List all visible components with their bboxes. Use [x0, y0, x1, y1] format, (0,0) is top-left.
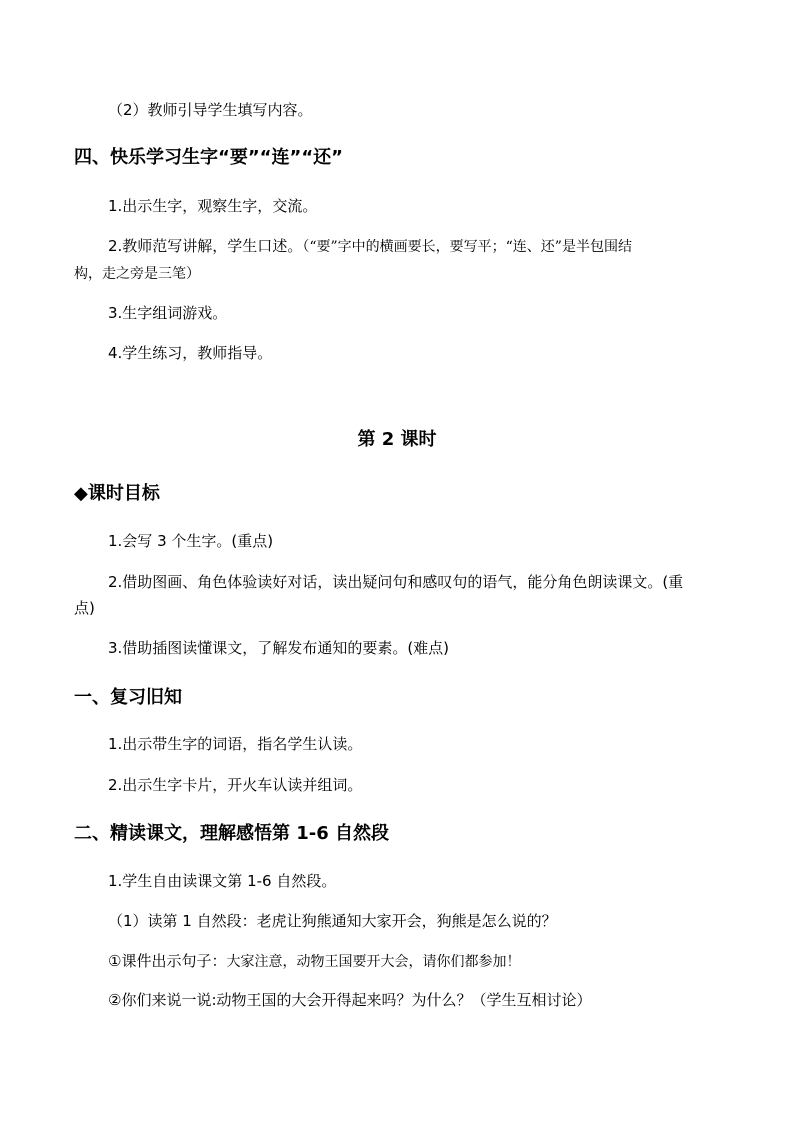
step-text: 1.出示生字，观察生字，交流。: [108, 197, 318, 215]
step-text: 1.学生自由读课文第 1-6 自然段。: [108, 872, 337, 890]
section-heading: 四、快乐学习生字“要”“连”“还”: [74, 147, 343, 168]
goals-heading: ◆课时目标: [74, 483, 160, 504]
step-text: （2）教师引导学生填写内容。: [108, 101, 313, 119]
goal-item: 2.借助图画、角色体验读好对话，读出疑问句和感叹句的语气，能分角色朗读课文。(重: [108, 573, 684, 591]
section-heading: 二、精读课文，理解感悟第 1-6 自然段: [74, 823, 390, 844]
step-text: （1）读第 1 自然段：老虎让狗熊通知大家开会，狗熊是怎么说的？: [108, 912, 557, 930]
goal-item: 1.会写 3 个生字。(重点): [108, 532, 274, 550]
step-text-main: 2.教师范写讲解，学生口述。: [108, 237, 303, 255]
section-heading: 一、复习旧知: [74, 687, 182, 708]
step-text: 3.生字组词游戏。: [108, 304, 228, 322]
goal-item: 3.借助插图读懂课文，了解发布通知的要素。(难点): [108, 639, 450, 657]
goal-item: 点): [74, 599, 95, 617]
step-text-note: 构，走之旁是三笔）: [74, 266, 200, 282]
lesson-title: 第 2 课时: [357, 429, 437, 450]
step-text-note: （“要”字中的横画要长，要写平；“连、还”是半包围结: [302, 239, 632, 255]
step-text: [108, 236, 632, 257]
step-text: 2.出示生字卡片，开火车认读并组词。: [108, 776, 363, 794]
step-text-main: ①课件出示句子：: [108, 952, 227, 970]
step-text: 1.出示带生字的词语，指名学生认读。: [108, 735, 363, 753]
step-text: ②你们来说一说:动物王国的大会开得起来吗？为什么？（学生互相讨论）: [108, 991, 592, 1009]
step-text: 4.学生练习，教师指导。: [108, 344, 273, 362]
step-text: [108, 951, 520, 972]
quoted-sentence: 大家注意，动物王国要开大会，请你们都参加！: [226, 954, 521, 970]
